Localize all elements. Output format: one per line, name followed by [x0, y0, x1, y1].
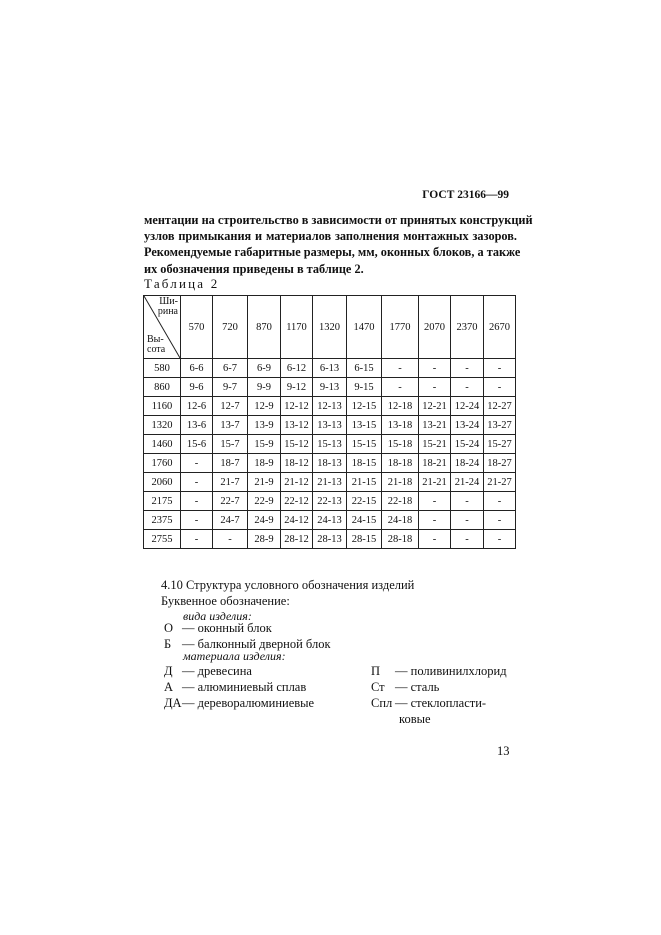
table-cell: 24-13: [313, 511, 347, 530]
table-cell: 12-15: [347, 397, 382, 416]
kind-item: О — оконный блок: [164, 621, 272, 635]
table-cell: 22-15: [347, 492, 382, 511]
table-cell: 24-15: [347, 511, 382, 530]
table-cell: -: [181, 473, 213, 492]
table-cell: 9-6: [181, 378, 213, 397]
table-row: [144, 416, 516, 435]
table-cell: -: [484, 511, 516, 530]
table-row: [144, 397, 516, 416]
table-cell: -: [213, 530, 248, 549]
table-cell: 12-9: [248, 397, 281, 416]
table-cell: 6-6: [181, 359, 213, 378]
row-header: 2375: [144, 511, 181, 530]
table-cell: 22-12: [281, 492, 313, 511]
table-cell: -: [451, 530, 484, 549]
table-cell: -: [484, 359, 516, 378]
table-cell: 18-7: [213, 454, 248, 473]
table-cell: 12-24: [451, 397, 484, 416]
table-cell: 12-7: [213, 397, 248, 416]
table-cell: 6-12: [281, 359, 313, 378]
table-cell: -: [181, 511, 213, 530]
material-item: Спл — стеклопласти-: [371, 696, 487, 710]
table-cell: 13-21: [419, 416, 451, 435]
material-heading: материала изделия:: [183, 649, 286, 663]
table-row: [144, 378, 516, 397]
table-cell: -: [451, 378, 484, 397]
standard-number: ГОСТ 23166—99: [422, 189, 509, 201]
table-cell: 21-7: [213, 473, 248, 492]
table-cell: -: [382, 378, 419, 397]
table-row: [144, 492, 516, 511]
column-header: 1770: [382, 296, 419, 359]
section-title: 4.10 Структура условного обозначения изделий: [161, 578, 415, 592]
table-cell: 24-12: [281, 511, 313, 530]
table-row: [144, 454, 516, 473]
table-cell: -: [419, 511, 451, 530]
table-cell: 28-15: [347, 530, 382, 549]
material-item: Ст — сталь: [371, 680, 440, 694]
table-cell: 18-15: [347, 454, 382, 473]
table-cell: 15-27: [484, 435, 516, 454]
table-cell: 12-21: [419, 397, 451, 416]
table-cell: 18-9: [248, 454, 281, 473]
table-cell: 24-9: [248, 511, 281, 530]
table-cell: 21-27: [484, 473, 516, 492]
table-cell: 13-27: [484, 416, 516, 435]
paragraph-line: Рекомендуемые габаритные размеры, мм, оконных блоков, а также: [144, 245, 521, 260]
table-cell: 18-12: [281, 454, 313, 473]
column-header: 1470: [347, 296, 382, 359]
table-cell: 15-15: [347, 435, 382, 454]
column-header: 570: [181, 296, 213, 359]
material-item-continuation: ковые: [399, 712, 431, 726]
paragraph-line: узлов примыкания и материалов заполнения монтажных зазоров.: [144, 229, 517, 244]
table-cell: 28-12: [281, 530, 313, 549]
section-subtitle: Буквенное обозначение:: [161, 594, 290, 608]
table-cell: -: [419, 492, 451, 511]
table-cell: 12-6: [181, 397, 213, 416]
table-cell: 28-18: [382, 530, 419, 549]
table-cell: 6-13: [313, 359, 347, 378]
table-cell: 21-12: [281, 473, 313, 492]
table-cell: 21-21: [419, 473, 451, 492]
table-cell: -: [419, 359, 451, 378]
table-cell: -: [484, 530, 516, 549]
table-cell: 21-15: [347, 473, 382, 492]
table-cell: 6-7: [213, 359, 248, 378]
table-cell: 13-6: [181, 416, 213, 435]
table-cell: 9-12: [281, 378, 313, 397]
table-cell: 15-9: [248, 435, 281, 454]
column-header: 720: [213, 296, 248, 359]
table-cell: 18-24: [451, 454, 484, 473]
table-cell: 13-15: [347, 416, 382, 435]
table-cell: 21-9: [248, 473, 281, 492]
column-header: 1170: [281, 296, 313, 359]
table-cell: -: [181, 492, 213, 511]
table-cell: 28-13: [313, 530, 347, 549]
table-cell: 18-27: [484, 454, 516, 473]
table-cell: 18-21: [419, 454, 451, 473]
table-cell: 28-9: [248, 530, 281, 549]
table-cell: 24-7: [213, 511, 248, 530]
dimensions-table: [143, 295, 516, 549]
table-cell: 21-18: [382, 473, 419, 492]
row-header: 1460: [144, 435, 181, 454]
row-header: 1760: [144, 454, 181, 473]
table-cell: 13-7: [213, 416, 248, 435]
table-row: [144, 435, 516, 454]
table-cell: 22-13: [313, 492, 347, 511]
table-cell: 21-24: [451, 473, 484, 492]
body-paragraph: [144, 212, 533, 277]
table-caption: Таблица 2: [144, 276, 220, 291]
table-cell: 13-24: [451, 416, 484, 435]
column-header: 2670: [484, 296, 516, 359]
table-cell: 22-7: [213, 492, 248, 511]
table-cell: -: [451, 511, 484, 530]
table-cell: 24-18: [382, 511, 419, 530]
column-header: 1320: [313, 296, 347, 359]
table-cell: 15-13: [313, 435, 347, 454]
height-label: Вы- сота: [147, 334, 166, 355]
row-header: 1320: [144, 416, 181, 435]
table-row: [144, 359, 516, 378]
table-cell: 15-6: [181, 435, 213, 454]
table-cell: 9-9: [248, 378, 281, 397]
row-header: 2060: [144, 473, 181, 492]
table-cell: 22-9: [248, 492, 281, 511]
table-cell: 15-7: [213, 435, 248, 454]
column-header: 2370: [451, 296, 484, 359]
table-cell: 13-9: [248, 416, 281, 435]
row-header: 860: [144, 378, 181, 397]
table-cell: 9-15: [347, 378, 382, 397]
table-cell: 6-15: [347, 359, 382, 378]
table-cell: 15-12: [281, 435, 313, 454]
table-cell: -: [181, 454, 213, 473]
table-cell: 12-12: [281, 397, 313, 416]
table-cell: 15-21: [419, 435, 451, 454]
table-cell: -: [419, 530, 451, 549]
table-cell: 13-18: [382, 416, 419, 435]
table-cell: 6-9: [248, 359, 281, 378]
table-cell: 9-13: [313, 378, 347, 397]
table-cell: 18-13: [313, 454, 347, 473]
table-cell: 18-18: [382, 454, 419, 473]
paragraph-line: их обозначения приведены в таблице 2.: [144, 261, 364, 276]
width-label: Ши- рина: [157, 296, 178, 317]
table-cell: -: [451, 359, 484, 378]
table-cell: -: [484, 378, 516, 397]
table-row: [144, 530, 516, 549]
material-item: Д — древесина: [164, 664, 252, 678]
row-header: 1160: [144, 397, 181, 416]
column-header: 2070: [419, 296, 451, 359]
row-header: 580: [144, 359, 181, 378]
table-cell: -: [484, 492, 516, 511]
table-cell: 15-24: [451, 435, 484, 454]
table-cell: 21-13: [313, 473, 347, 492]
material-item: П — поливинилхлорид: [371, 664, 507, 678]
material-item: А — алюминиевый сплав: [164, 680, 307, 694]
table-cell: 12-13: [313, 397, 347, 416]
table-cell: -: [451, 492, 484, 511]
paragraph-line: ментации на строительство в зависимости от принятых конструкций: [144, 213, 533, 227]
material-item: ДА— дереворалюминиевые: [164, 696, 315, 710]
table-cell: -: [382, 359, 419, 378]
table-cell: 15-18: [382, 435, 419, 454]
page-number: 13: [497, 744, 510, 758]
kind-heading: вида изделия:: [183, 609, 252, 623]
row-header: 2175: [144, 492, 181, 511]
kind-item: Б — балконный дверной блок: [164, 637, 331, 651]
table-cell: 22-18: [382, 492, 419, 511]
table-cell: 12-18: [382, 397, 419, 416]
table-header-row: [144, 296, 516, 359]
table-row: [144, 511, 516, 530]
table-cell: 9-7: [213, 378, 248, 397]
table-cell: -: [419, 378, 451, 397]
table-cell: 12-27: [484, 397, 516, 416]
table-cell: -: [181, 530, 213, 549]
corner-header-cell: [144, 296, 181, 359]
table-cell: 13-12: [281, 416, 313, 435]
column-header: 870: [248, 296, 281, 359]
table-row: [144, 473, 516, 492]
table-cell: 13-13: [313, 416, 347, 435]
row-header: 2755: [144, 530, 181, 549]
